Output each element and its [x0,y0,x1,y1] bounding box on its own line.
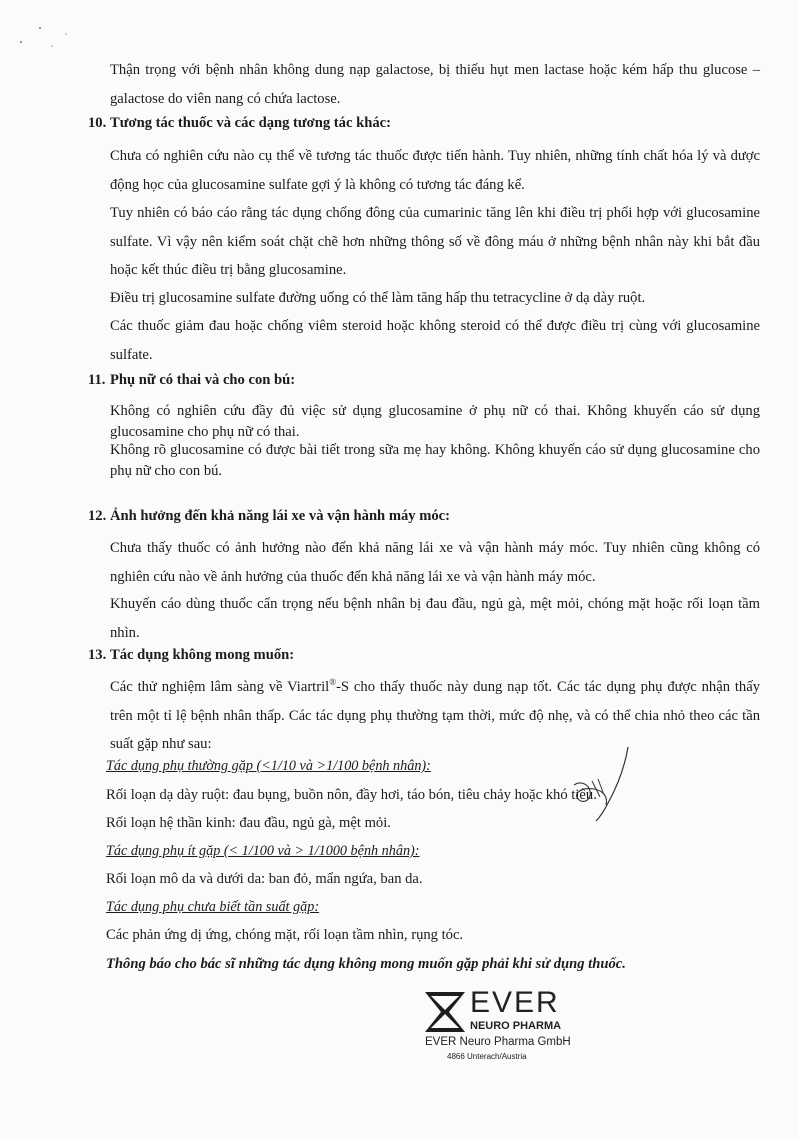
section-number: 10. [88,115,107,131]
uncommon-effects-heading: Tác dụng phụ ít gặp (< 1/100 và > 1/1000 bệnh nhân): [106,843,420,859]
ever-x-mark-icon [425,992,465,1032]
section-11-paragraph-2: Không rõ glucosamine có được bài tiết trong sữa mẹ hay không. Không khuyến cáo sử dụng glucosamine cho phụ nữ cho con bú. [110,442,760,479]
section-number: 13. [88,647,107,663]
report-notice: Thông báo cho bác sĩ những tác dụng không mong muốn gặp phải khi sử dụng thuốc. [106,956,626,972]
scan-specks [18,20,78,70]
p1-after: -S cho thấy thuốc này dung nạp tốt. Các tác dụng phụ được nhận thấy trên một tỉ lệ bệnh nhân thấp. Các tác dụng phụ thường tạm thời, mức độ nhẹ, và có thể chia nhỏ theo các tần suất gặp như sau: [110,679,760,752]
section-11-paragraph-1: Không có nghiên cứu đầy đủ việc sử dụng glucosamine ở phụ nữ có thai. Không khuyến cáo sử dụng glucosamine cho phụ nữ có thai. [110,403,760,440]
section-title: Tác dụng không mong muốn: [110,647,295,663]
common-effect-1: Rối loạn dạ dày ruột: đau bụng, buồn nôn, đầy hơi, táo bón, tiêu chảy hoặc khó tiêu. [106,787,597,803]
brand-name: EVER [470,986,560,1019]
section-12-heading [88,508,450,525]
section-11-heading [88,372,295,389]
section-10-heading [88,115,391,132]
section-10-paragraph-3: Điều trị glucosamine sulfate đường uống có thể làm tăng hấp thu tetracycline ở dạ dày ruột. [110,290,646,306]
brand-division: NEURO PHARMA [470,1020,562,1032]
section-number: 11. [88,372,106,388]
section-title: Ảnh hưởng đến khả năng lái xe và vận hành máy móc: [110,508,451,524]
uncommon-effect-1: Rối loạn mô da và dưới da: ban đỏ, mẩn ngứa, ban da. [106,871,423,887]
section-10-paragraph-4: Các thuốc giảm đau hoặc chống viêm steroid hoặc không steroid có thể được điều trị cùng với glucosamine sulfate. [110,318,760,363]
unknown-effects-heading: Tác dụng phụ chưa biết tần suất gặp: [106,899,320,915]
company-name: EVER Neuro Pharma GmbH [425,1036,571,1048]
section-12-paragraph-2: Khuyến cáo dùng thuốc cẩn trọng nếu bệnh nhân bị đau đầu, ngủ gà, mệt mỏi, chóng mặt hoặc rối loạn tầm nhìn. [110,596,760,641]
common-effect-2: Rối loạn hệ thần kinh: đau đầu, ngủ gà, mệt mỏi. [106,815,391,831]
handwritten-signature [570,745,640,825]
section-title: Phụ nữ có thai và cho con bú: [110,372,296,388]
common-effects-heading: Tác dụng phụ thường gặp (<1/10 và >1/100 bệnh nhân): [106,758,431,774]
section-13-heading [88,647,294,664]
registered-mark: ® [329,677,337,688]
section-10-paragraph-1: Chưa có nghiên cứu nào cụ thể về tương tác thuốc được tiến hành. Tuy nhiên, những tính chất hóa lý và dược động học của glucosamine sulfate gợi ý là không có tương tác đáng kể. [110,148,760,193]
p1-before: Các thử nghiệm lâm sàng về Viartril [110,679,330,695]
section-10-paragraph-2: Tuy nhiên có báo cáo rằng tác dụng chống đông của cumarinic tăng lên khi điều trị phối hợp với glucosamine sulfate. Vì vậy nên kiểm soát chặt chẽ hơn những thông số về đông máu ở những bệnh nhân này khi bắt đầu hoặc kết thúc điều trị bằng glucosamine. [110,205,760,278]
section-13-paragraph-1 [110,673,760,759]
section-12-paragraph-1: Chưa thấy thuốc có ảnh hưởng nào đến khả năng lái xe và vận hành máy móc. Tuy nhiên cũng không có nghiên cứu nào về ảnh hưởng của thuốc đến khả năng lái xe và vận hành máy móc. [110,540,760,585]
company-address: 4866 Unterach/Austria [447,1052,527,1061]
intro-paragraph: Thận trọng với bệnh nhân không dung nạp galactose, bị thiếu hụt men lactase hoặc kém hấp thu glucose – galactose do viên nang có chứa lactose. [110,62,760,107]
company-stamp [425,986,605,1070]
unknown-effect-1: Các phản ứng dị ứng, chóng mặt, rối loạn tầm nhìn, rụng tóc. [106,927,464,943]
section-title: Tương tác thuốc và các dạng tương tác khác: [110,115,391,131]
section-number: 12. [88,508,107,524]
